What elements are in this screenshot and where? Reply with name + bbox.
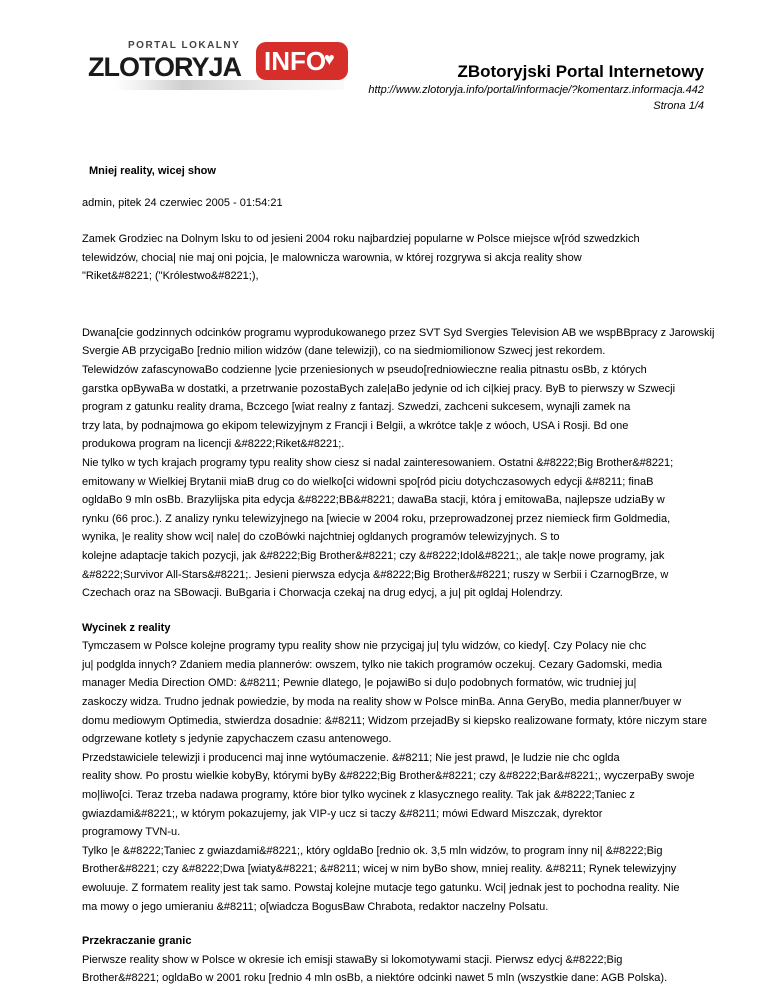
section-heading-wycinek: Wycinek z reality — [82, 621, 171, 634]
text-line: &#8222;Survivor All-Stars&#8221;. Jesieni pierwsza edycja &#8222;Big Brother&#8221; ruszy w Serbii i CzarnogBrze, w — [82, 568, 669, 581]
page-number: Strona 1/4 — [653, 100, 704, 112]
text-line: Tymczasem w Polsce kolejne programy typu reality show nie przycigaj ju| tylu widzów, co kiedy[. Czy Polacy nie chc — [82, 640, 647, 653]
intro-paragraph — [82, 230, 712, 286]
text-line: "Riket&#8221; ("Królestwo&#8221;), — [82, 270, 259, 283]
heart-icon: ♥ — [324, 49, 335, 69]
text-line: trzy lata, by podnajmowa go ekipom telewizyjnym z Francji i Belgii, a wkrótce tak|e z wóoch, USA i Rosji. Bd one — [82, 419, 629, 432]
text-line: garstka opBywaBa w dostatki, a przetrwanie pozostaBych zale|aBo jedynie od ich ci|kiej pracy. ByB to pierwszy w Szwecji — [82, 382, 676, 395]
text-line: gwiazdami&#8221;, w którym pokazujemy, jak VIP-y ucz si taczy &#8211; mówi Edward Miszczak, dyrektor — [82, 807, 603, 820]
article-body — [82, 230, 715, 988]
text-line: ogldaBo 9 mln osBb. Brazylijska pita edycja &#8222;BB&#8221; dawaBa stacji, która j emitowaBa, najlepsze udziaBy w — [82, 494, 665, 507]
text-line: produkowa program na licencji &#8222;Riket&#8221;. — [82, 438, 345, 451]
text-line: programowy TVN-u. — [82, 826, 181, 839]
text-line: zaskoczy widza. Trudno jednak powiedzie, by moda na reality show w Polsce minBa. Anna GeryBo, media planner/buyer w — [82, 696, 682, 709]
text-line: Zamek Grodziec na Dolnym lsku to od jesieni 2004 roku najbardziej popularne w Polsce miejsce w[ród szwedzkich — [82, 233, 640, 245]
text-line: Pierwsze reality show w Polsce w okresie ich emisji stawaBy si lokomotywami stacji. Pierwsz edycj &#8222;Big — [82, 953, 623, 966]
logo-badge-text: INFO — [264, 46, 327, 76]
page-url[interactable]: http://www.zlotoryja.info/portal/informacje/?komentarz.informacja.442 — [368, 84, 704, 96]
section-2 — [82, 951, 712, 988]
text-line: ma mowy o jego umieraniu &#8211; o[wiadcza BogusBaw Chrabota, redaktor naczelny Polsatu. — [82, 900, 549, 913]
text-line: emitowany w Wielkiej Brytanii miaB drug co do wielko[ci widowni spo[ród piciu dotychczasowych edycji &#8211; finaB — [82, 475, 654, 488]
section-1 — [82, 637, 712, 916]
text-line: Dwana[cie godzinnych odcinków programu wyprodukowanego przez SVT Syd Svergies Television AB we wspBBpracy z Jarowskij — [82, 326, 715, 339]
portal-logo[interactable] — [88, 40, 350, 92]
text-line: mo|liwo[ci. Teraz trzeba nadawa programy, które bior tylko wycinek z klasycznego reality. Tak jak &#8222;Taniec z — [82, 789, 635, 802]
text-line: Czechach oraz na SBowacji. BuBgaria i Chorwacja czekaj na drug edycj, a ju| pit ogldaj Holendrzy. — [82, 587, 563, 600]
text-line: Svergie AB przycigaBo [rednio milion widzów (dane telewizji), co na siedmiomilionow Szwecj jest rekordem. — [82, 345, 606, 358]
logo-small-text: PORTAL LOKALNY — [128, 40, 241, 51]
text-line: telewidzów, chocia| nie maj oni pojcia, |e malownicza warownia, w której rozgrywa si akcja reality show — [82, 251, 582, 264]
article-title: Mniej reality, wicej show — [89, 165, 216, 177]
text-line: manager Media Direction OMD: &#8211; Pewnie dlatego, |e pojawiBo si du|o podobnych formatów, wic trudniej ju| — [82, 677, 637, 690]
text-line: Przedstawiciele telewizji i producenci maj inne wytóumaczenie. &#8211; Nie jest prawd, |e ludzie nie chc oglda — [82, 751, 620, 764]
text-line: ju| podgldа innych? Zdaniem media plannerów: owszem, tylko nie takich programów oczekuj. Cezary Gadomski, media — [82, 658, 663, 671]
text-line: odgrzewane kotlety s jedynie zapychaczem czasu antenowego. — [82, 733, 392, 746]
site-title: ZBotoryjski Portal Internetowy — [457, 62, 704, 81]
article-meta: admin, pitek 24 czerwiec 2005 - 01:54:21 — [82, 197, 283, 209]
text-line: rynku (66 proc.). Z analizy rynku telewizyjnego na [wiecie w 2004 roku, przeprowadzonej przez niemieck firm Goldmedia, — [82, 512, 671, 525]
text-line: Tylko |e &#8222;Taniec z gwiazdami&#8221;, który ogldaBo [rednio ok. 3,5 mln widzów, to program inny ni| &#8222;Big — [82, 844, 663, 857]
logo-main-text: ZLOTORYJA — [88, 52, 242, 82]
text-line: kolejne adaptacje takich pozycji, jak &#8222;Big Brother&#8221; czy &#8222;Idol&#8221;, ale tak|e nowe programy, jak — [82, 549, 665, 562]
text-line: Brother&#8221; ogldaBo w 2001 roku [rednio 4 mln osBb, a niektóre odcinki nawet 5 mln (wszystkie dane: AGB Polska). — [82, 972, 668, 985]
text-line: program z gatunku reality drama, Bczcego [wiat realny z fantazj. Szwedzi, zachceni sukcesem, wynajli zamek na — [82, 401, 631, 414]
text-line: Nie tylko w tych krajach programy typu reality show ciesz si nadal zainteresowaniem. Ostatni &#8222;Big Brother&#8221; — [82, 456, 674, 469]
text-line: Brother&#8221; czy &#8222;Dwa [wiaty&#8221; &#8211; wicej w nim byBo show, mniej reality. &#8211; Rynek telewizyjny — [82, 863, 677, 876]
text-line: reality show. Po prostu wielkie kobyBy, którymi byBy &#8222;Big Brother&#8221; czy &#8222;Bar&#8221;, wyczerpaBy swoje — [82, 770, 695, 783]
text-line: wynika, |e reality show wci| nale| do czoBówki najchtniej ogldanych programów telewizyjnych. S to — [82, 531, 560, 544]
paragraph-1 — [82, 324, 715, 603]
text-line: Telewidzów zafascynowaBo codzienne |ycie przeniesionych w pseudo[redniowieczne realia pitnastu osBb, z których — [82, 363, 647, 376]
text-line: domu mediowym Optimedia, stwierdza dosadnie: &#8211; Widzom przejadBy si kiepsko realizowane formaty, które niczym stare — [82, 714, 708, 727]
text-line: ewoluuje. Z formatem reality jest tak samo. Powstaj kolejne mutacje tego gatunku. Wci| jednak jest to pochodna reality. Nie — [82, 882, 680, 894]
section-heading-przekraczanie: Przekraczanie granic — [82, 935, 192, 948]
